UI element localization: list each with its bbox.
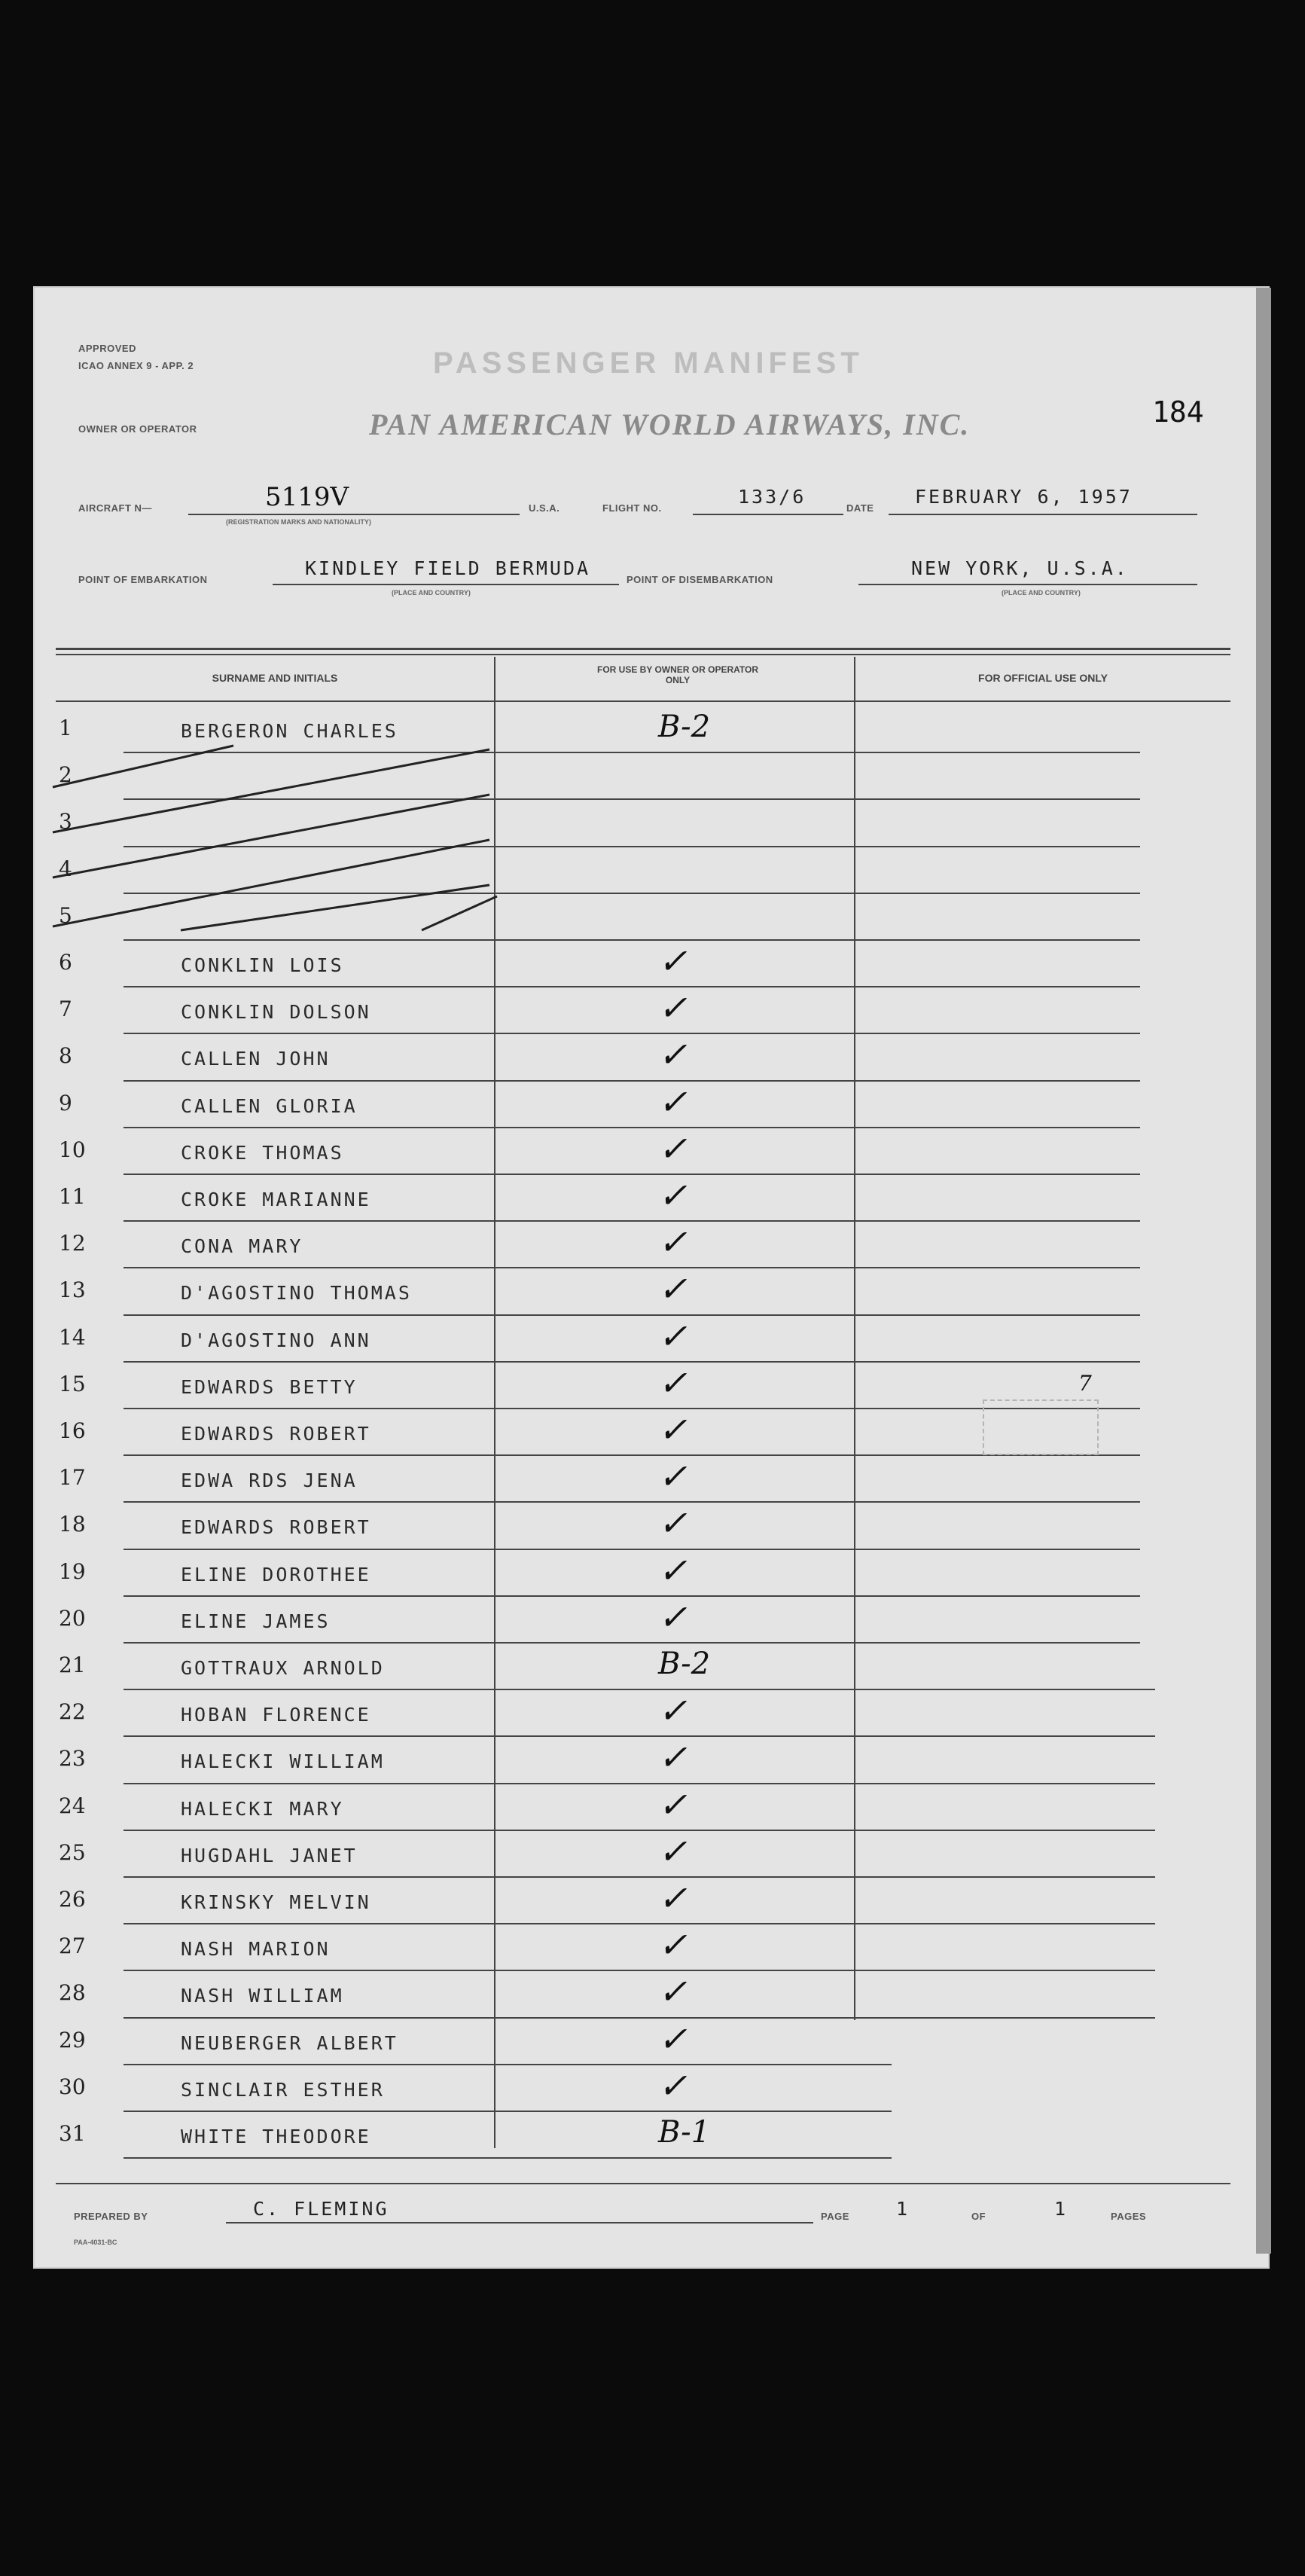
- date-label: DATE: [846, 502, 874, 514]
- passenger-name: EDWARDS ROBERT: [181, 1516, 371, 1539]
- sheet-edge: [1256, 288, 1271, 2254]
- row-number: 25: [59, 1839, 86, 1865]
- disembarkation-label: POINT OF DISEMBARKATION: [627, 574, 773, 585]
- passenger-name: CONKLIN LOIS: [181, 954, 344, 976]
- checkmark-icon: ✓: [658, 1268, 688, 1310]
- owner-value: PAN AMERICAN WORLD AIRWAYS, INC.: [369, 407, 971, 441]
- checkmark-icon: ✓: [658, 2065, 688, 2106]
- passenger-row: [56, 1504, 1230, 1551]
- row-number: 1: [59, 716, 72, 740]
- passenger-row: [56, 1177, 1230, 1223]
- row-underline: [123, 1735, 1155, 1737]
- row-number: 20: [59, 1605, 86, 1631]
- row-number: 19: [59, 1558, 86, 1584]
- checkmark-icon: ✓: [658, 1222, 688, 1263]
- checkmark-icon: ✓: [658, 1409, 688, 1450]
- official-stamp-box: [983, 1399, 1099, 1455]
- row-number: 2: [59, 762, 72, 788]
- row-number: 10: [59, 1137, 86, 1162]
- pages-value: 1: [1054, 2198, 1069, 2220]
- prepared-by-label: PREPARED BY: [74, 2211, 148, 2222]
- passenger-name: ELINE DOROTHEE: [181, 1563, 371, 1586]
- annex-reference: ICAO ANNEX 9 - APP. 2: [78, 360, 194, 371]
- row-underline: [123, 1361, 1140, 1363]
- page-number: 184: [1152, 395, 1204, 429]
- row-number: 22: [59, 1699, 86, 1725]
- embarkation-label: POINT OF EMBARKATION: [78, 574, 208, 585]
- disembarkation-sublabel: (PLACE AND COUNTRY): [1002, 589, 1081, 597]
- row-number: 12: [59, 1231, 86, 1256]
- row-number: 23: [59, 1746, 86, 1772]
- passenger-name: CROKE THOMAS: [181, 1141, 344, 1164]
- passenger-name: D'AGOSTINO ANN: [181, 1329, 371, 1351]
- embarkation-sublabel: (PLACE AND COUNTRY): [392, 589, 471, 597]
- form-title: PASSENGER MANIFEST: [433, 346, 864, 380]
- form-code: PAA-4031-BC: [74, 2239, 117, 2246]
- row-number: 4: [59, 856, 72, 881]
- passenger-row: [56, 1223, 1230, 1270]
- passenger-name: HALECKI WILLIAM: [181, 1750, 385, 1773]
- row-underline: [123, 1220, 1140, 1222]
- row-number: 8: [59, 1043, 72, 1069]
- embarkation-value: KINDLEY FIELD BERMUDA: [305, 557, 591, 579]
- row-number: 14: [59, 1324, 86, 1350]
- row-underline: [123, 1783, 1155, 1784]
- row-number: 7: [59, 997, 72, 1022]
- passenger-row: [56, 1317, 1230, 1364]
- checkmark-icon: ✓: [658, 1830, 688, 1872]
- owner-label: OWNER OR OPERATOR: [78, 423, 197, 435]
- passenger-row: [56, 1083, 1230, 1130]
- row-number: 29: [59, 2027, 86, 2053]
- row-underline: [123, 1174, 1140, 1175]
- checkmark-icon: ✓: [658, 1315, 688, 1357]
- row-number: 13: [59, 1277, 86, 1303]
- passenger-name: NASH WILLIAM: [181, 1985, 344, 2007]
- prepared-by-value: C. FLEMING: [253, 2198, 389, 2220]
- disembarkation-value: NEW YORK, U.S.A.: [911, 557, 1129, 579]
- row-underline: [123, 1689, 1155, 1690]
- row-underline: [123, 1267, 1140, 1268]
- operator-mark: B-1: [658, 2115, 711, 2150]
- row-number: 9: [59, 1090, 72, 1116]
- pages-label: PAGES: [1111, 2211, 1147, 2222]
- checkmark-icon: ✓: [658, 987, 688, 1029]
- operator-mark: B-2: [658, 710, 711, 744]
- passenger-name: BERGERON CHARLES: [181, 720, 398, 742]
- row-underline: [123, 1127, 1140, 1128]
- passenger-name: HOBAN FLORENCE: [181, 1704, 371, 1726]
- passenger-name: D'AGOSTINO THOMAS: [181, 1282, 412, 1305]
- checkmark-icon: ✓: [658, 1456, 688, 1497]
- page-label: PAGE: [821, 2211, 849, 2222]
- aircraft-label: AIRCRAFT N—: [78, 502, 152, 514]
- passenger-name: WHITE THEODORE: [181, 2126, 371, 2147]
- checkmark-icon: ✓: [658, 1971, 688, 2013]
- page-value: 1: [896, 2198, 910, 2220]
- passenger-name: HALECKI MARY: [181, 1797, 344, 1820]
- checkmark-icon: ✓: [658, 1924, 688, 1966]
- passenger-row: [56, 1645, 1230, 1692]
- passenger-row: [56, 1926, 1230, 1973]
- row-underline: [123, 986, 1140, 987]
- passenger-name: CONKLIN DOLSON: [181, 1001, 371, 1024]
- checkmark-icon: ✓: [658, 1878, 688, 1918]
- row-underline: [123, 1923, 1155, 1924]
- passenger-name: EDWARDS BETTY: [181, 1375, 358, 1398]
- row-underline: [123, 1970, 1155, 1971]
- row-underline: [123, 1642, 1140, 1644]
- passenger-row: [56, 1270, 1230, 1317]
- flight-label: FLIGHT NO.: [602, 502, 662, 514]
- passenger-name: ELINE JAMES: [181, 1610, 331, 1632]
- passenger-name: CROKE MARIANNE: [181, 1189, 371, 1210]
- passenger-name: KRINSKY MELVIN: [181, 1891, 371, 1913]
- row-number: 6: [59, 950, 72, 975]
- passenger-row: [56, 1036, 1230, 1082]
- checkmark-icon: ✓: [658, 2018, 688, 2059]
- crossout-strokes: [45, 742, 512, 938]
- row-number: 5: [59, 902, 72, 928]
- row-number: 21: [59, 1653, 86, 1677]
- row-underline: [123, 1080, 1140, 1082]
- usa-label: U.S.A.: [529, 502, 560, 514]
- operator-mark: B-2: [658, 1647, 711, 1681]
- checkmark-icon: ✓: [658, 1362, 688, 1403]
- checkmark-icon: ✓: [658, 1690, 688, 1732]
- row-number: 28: [59, 1980, 86, 2006]
- aircraft-sublabel: (REGISTRATION MARKS AND NATIONALITY): [226, 518, 371, 526]
- passenger-row: [56, 1738, 1230, 1785]
- date-value: FEBRUARY 6, 1957: [915, 486, 1133, 508]
- passenger-name: EDWARDS ROBERT: [181, 1423, 371, 1445]
- checkmark-icon: ✓: [658, 1737, 688, 1778]
- passenger-row: [56, 2067, 1230, 2114]
- checkmark-icon: ✓: [658, 941, 688, 981]
- row-number: 17: [59, 1465, 86, 1491]
- passenger-name: NASH MARION: [181, 1938, 331, 1961]
- passenger-name: HUGDAHL JANET: [181, 1844, 358, 1866]
- row-underline: [123, 2017, 1155, 2019]
- checkmark-icon: ✓: [658, 1503, 688, 1544]
- row-number: 24: [59, 1793, 86, 1818]
- passenger-row: [56, 989, 1230, 1036]
- official-mark: 7: [1078, 1371, 1092, 1396]
- checkmark-icon: ✓: [658, 1175, 688, 1216]
- row-underline: [123, 1314, 1140, 1316]
- column-header-surname: SURNAME AND INITIALS: [212, 672, 338, 684]
- row-underline: [123, 1033, 1140, 1034]
- row-number: 30: [59, 2074, 86, 2099]
- column-header-operator: FOR USE BY OWNER OR OPERATOR ONLY: [596, 664, 759, 685]
- passenger-row: [56, 1879, 1230, 1926]
- passenger-row: [56, 1692, 1230, 1738]
- passenger-name: NEUBERGER ALBERT: [181, 2031, 398, 2054]
- of-label: OF: [971, 2211, 986, 2222]
- passenger-row: [56, 1973, 1230, 2019]
- column-header-official: FOR OFFICIAL USE ONLY: [978, 672, 1108, 684]
- row-underline: [123, 1595, 1140, 1597]
- flight-value: 133/6: [738, 486, 806, 508]
- passenger-row: [56, 1830, 1230, 1879]
- passenger-name: CALLEN GLORIA: [181, 1094, 358, 1117]
- row-number: 18: [59, 1512, 86, 1537]
- passenger-row: [56, 1457, 1230, 1504]
- row-number: 16: [59, 1418, 86, 1443]
- row-number: 3: [59, 809, 72, 835]
- approval-stamp: APPROVED: [78, 343, 136, 354]
- passenger-row: [56, 2020, 1230, 2067]
- row-number: 31: [59, 2121, 86, 2146]
- row-underline: [123, 1501, 1140, 1503]
- row-number: 15: [59, 1371, 86, 1396]
- checkmark-icon: ✓: [658, 1128, 688, 1169]
- row-underline: [123, 939, 1140, 941]
- row-underline: [123, 2064, 892, 2065]
- checkmark-icon: ✓: [658, 1596, 688, 1637]
- passenger-row: [56, 942, 1230, 989]
- aircraft-value: 5119V: [265, 482, 349, 512]
- row-underline: [123, 1549, 1140, 1550]
- checkmark-icon: ✓: [658, 1549, 688, 1591]
- passenger-name: CONA MARY: [181, 1235, 303, 1258]
- row-number: 26: [59, 1887, 86, 1912]
- row-underline: [123, 2111, 892, 2112]
- checkmark-icon: ✓: [658, 1034, 688, 1076]
- passenger-name: GOTTRAUX ARNOLD: [181, 1657, 385, 1679]
- passenger-name: CALLEN JOHN: [181, 1048, 331, 1070]
- passenger-row: [56, 2114, 1230, 2160]
- row-underline: [123, 1830, 1155, 1831]
- row-number: 11: [59, 1184, 86, 1209]
- row-underline: [123, 1876, 1155, 1878]
- passenger-row: [56, 1130, 1230, 1177]
- row-number: 27: [59, 1934, 86, 1959]
- row-underline: [123, 2157, 892, 2159]
- passenger-name: EDWA RDS JENA: [181, 1470, 358, 1492]
- passenger-row: [56, 1598, 1230, 1645]
- passenger-row: [56, 1549, 1230, 1598]
- checkmark-icon: ✓: [658, 1784, 688, 1825]
- passenger-name: SINCLAIR ESTHER: [181, 2078, 385, 2101]
- passenger-row: [56, 1786, 1230, 1833]
- checkmark-icon: ✓: [658, 1081, 688, 1122]
